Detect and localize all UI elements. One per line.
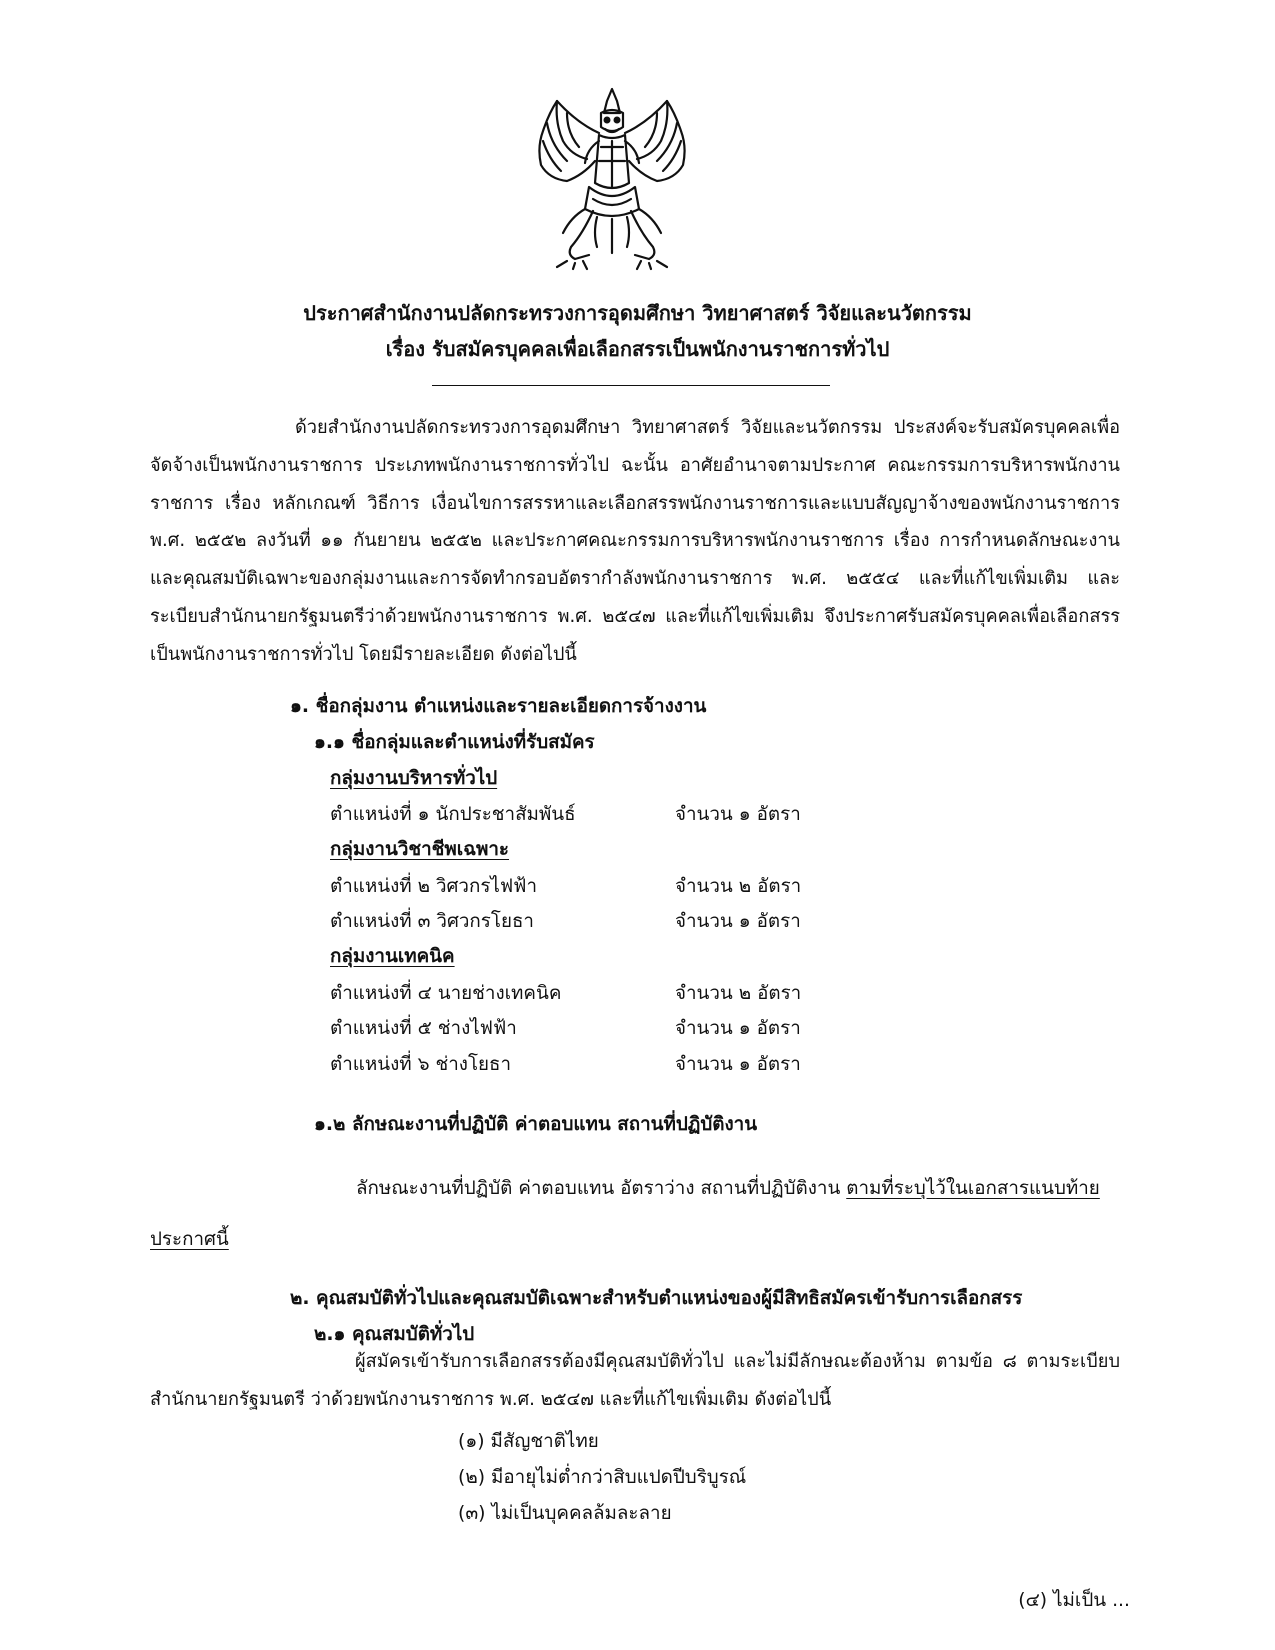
work-details-body: ลักษณะงานที่ปฏิบัติ ค่าตอบแทน อัตราว่าง สถานที่ปฏิบัติงาน (356, 1178, 847, 1199)
qualification-item: (๒) มีอายุไม่ต่ำกว่าสิบแปดปีบริบูรณ์ (458, 1467, 747, 1488)
position-row (330, 799, 850, 831)
position-row (330, 1013, 850, 1045)
section1-heading: ๑. ชื่อกลุ่มงาน ตำแหน่งและรายละเอียดการจ้างงาน (290, 696, 707, 717)
position-row (330, 978, 850, 1010)
position-count: จำนวน ๒ อัตรา (675, 983, 802, 1004)
section1-1-heading: ๑.๑ ชื่อกลุ่มและตำแหน่งที่รับสมัคร (314, 732, 595, 753)
intro-paragraph (150, 409, 1120, 674)
garuda-emblem-icon (527, 83, 697, 271)
qualification-paragraph (150, 1343, 1120, 1419)
position-count: จำนวน ๑ อัตรา (675, 911, 801, 932)
position-count: จำนวน ๑ อัตรา (675, 1054, 801, 1075)
position-title: ตำแหน่งที่ ๒ วิศวกรไฟฟ้า (330, 876, 537, 897)
continuation-marker: (๔) ไม่เป็น ... (1018, 1590, 1130, 1611)
announcement-title: ประกาศสำนักงานปลัดกระทรวงการอุดมศึกษา วิทยาศาสตร์ วิจัยและนวัตกรรม (303, 301, 972, 325)
group-heading: กลุ่มงานวิชาชีพเฉพาะ (330, 839, 510, 860)
group-heading: กลุ่มงานบริหารทั่วไป (330, 768, 498, 789)
attachment-reference-continued: ประกาศนี้ (150, 1229, 229, 1250)
section1-2-heading: ๑.๒ ลักษณะงานที่ปฏิบัติ ค่าตอบแทน สถานที่ปฏิบัติงาน (314, 1114, 758, 1135)
qualification-text: ผู้สมัครเข้ารับการเลือกสรรต้องมีคุณสมบัติทั่วไป และไม่มีลักษณะต้องห้าม ตามข้อ ๘ ตามระเบียบสำนักนายกรัฐมนตรี ว่าด้วยพนักงานราชการ พ.ศ. ๒๕๔๗ และที่แก้ไขเพิ่มเติม ดังต่อไปนี้ (150, 1351, 1120, 1410)
announcement-subject: เรื่อง รับสมัครบุคคลเพื่อเลือกสรรเป็นพนักงานราชการทั่วไป (385, 337, 890, 361)
work-details-text (356, 1174, 1100, 1204)
intro-text: ด้วยสำนักงานปลัดกระทรวงการอุดมศึกษา วิทยาศาสตร์ วิจัยและนวัตกรรม ประสงค์จะรับสมัครบุคคลเพื่อจัดจ้างเป็นพนักงานราชการ ประเภทพนักงานราชการทั่วไป ฉะนั้น อาศัยอำนาจตามประกาศ คณะกรรมการบริหารพนักงานราชการ เรื่อง หลักเกณฑ์ วิธีการ เงื่อนไขการสรรหาและเลือกสรรพนักงานราชการและแบบสัญญาจ้างของพนักงานราชการ พ.ศ. ๒๕๕๒ ลงวันที่ ๑๑ กันยายน ๒๕๕๒ และประกาศคณะกรรมการบริหารพนักงานราชการ เรื่อง การกำหนดลักษณะงาน และคุณสมบัติเฉพาะของกลุ่มงานและการจัดทำกรอบอัตรากำลังพนักงานราชการ พ.ศ. ๒๕๕๔ และที่แก้ไขเพิ่มเติม และระเบียบสำนักนายกรัฐมนตรีว่าด้วยพนักงานราชการ พ.ศ. ๒๕๔๗ และที่แก้ไขเพิ่มเติม จึงประกาศรับสมัครบุคคลเพื่อเลือกสรรเป็นพนักงานราชการทั่วไป โดยมีรายละเอียด ดังต่อไปนี้ (150, 417, 1120, 665)
section2-heading: ๒. คุณสมบัติทั่วไปและคุณสมบัติเฉพาะสำหรับตำแหน่งของผู้มีสิทธิสมัครเข้ารับการเลือกสรร (290, 1288, 1023, 1309)
attachment-reference: ตามที่ระบุไว้ในเอกสารแนบท้าย (846, 1178, 1100, 1199)
qualification-item: (๑) มีสัญชาติไทย (458, 1431, 599, 1452)
section2-1-heading: ๒.๑ คุณสมบัติทั่วไป (314, 1324, 475, 1345)
position-count: จำนวน ๑ อัตรา (675, 1018, 801, 1039)
position-title: ตำแหน่งที่ ๖ ช่างโยธา (330, 1054, 512, 1075)
position-count: จำนวน ๑ อัตรา (675, 804, 801, 825)
position-title: ตำแหน่งที่ ๓ วิศวกรโยธา (330, 911, 534, 932)
position-title: ตำแหน่งที่ ๑ นักประชาสัมพันธ์ (330, 804, 576, 825)
position-title: ตำแหน่งที่ ๔ นายช่างเทคนิค (330, 983, 562, 1004)
position-count: จำนวน ๒ อัตรา (675, 876, 802, 897)
position-row (330, 871, 850, 903)
qualification-item: (๓) ไม่เป็นบุคคลล้มละลาย (458, 1503, 672, 1524)
group-heading: กลุ่มงานเทคนิค (330, 946, 455, 967)
position-row (330, 906, 850, 938)
title-divider (432, 385, 830, 386)
position-title: ตำแหน่งที่ ๕ ช่างไฟฟ้า (330, 1018, 517, 1039)
position-row (330, 1049, 850, 1081)
